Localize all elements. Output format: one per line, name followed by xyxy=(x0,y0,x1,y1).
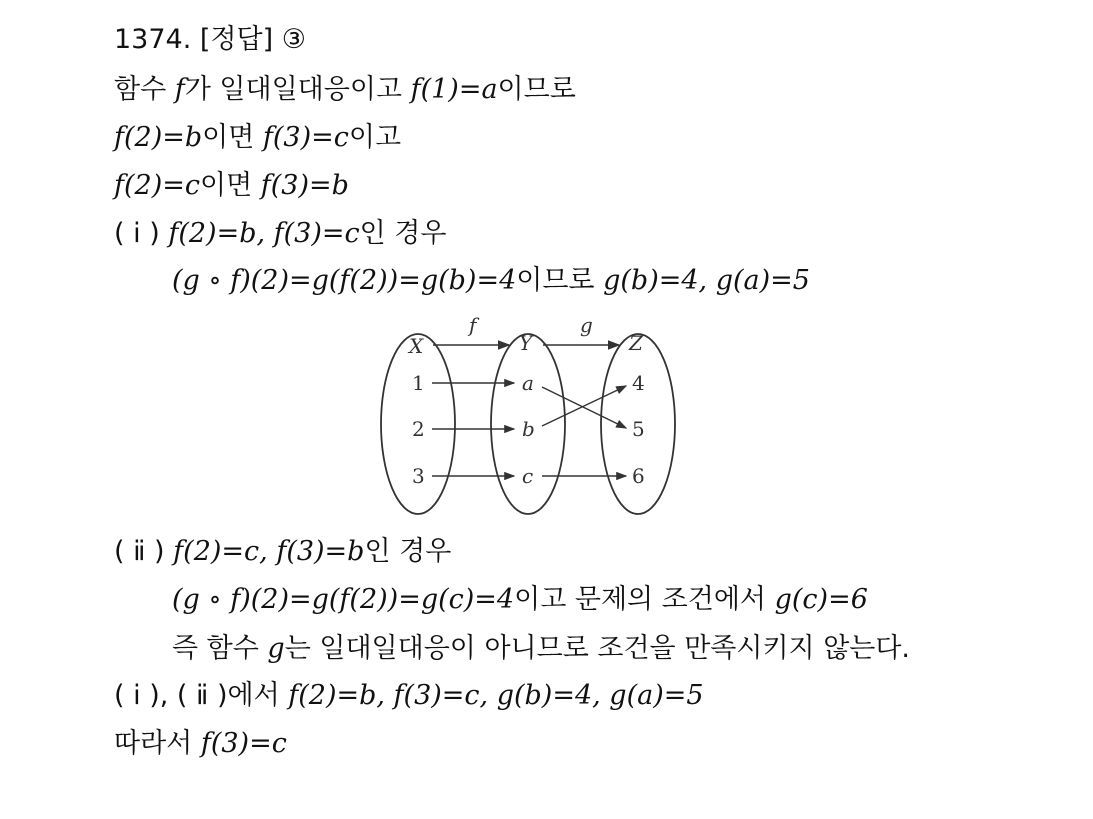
line2-math-2: f(3)=c xyxy=(262,122,349,153)
set-y-label: Y xyxy=(519,331,533,355)
x-element-1: 1 xyxy=(412,371,425,395)
line-condition-2 xyxy=(114,169,349,203)
line-condition-1 xyxy=(114,121,401,155)
conclusion-korean: 따라서 xyxy=(114,728,201,759)
line2-korean-1: 이면 xyxy=(202,122,263,153)
case2-calc-korean: 이고 문제의 조건에서 xyxy=(514,584,775,615)
case-2-note xyxy=(172,632,910,666)
problem-number-text: 1374. [정답] ③ xyxy=(114,24,306,55)
case2-calc-math-1: (g ∘ f)(2)=g(f(2))=g(c)=4 xyxy=(172,584,515,615)
arrow-a-to-5 xyxy=(542,387,626,428)
y-element-c: c xyxy=(522,464,534,488)
summary-line xyxy=(114,679,704,713)
line3-math-2: f(3)=b xyxy=(260,170,349,201)
case2-calc-math-2: g(c)=6 xyxy=(774,584,868,615)
line3-korean-1: 이면 xyxy=(199,170,261,201)
case1-calc-math-2: g(b)=4, g(a)=5 xyxy=(603,265,810,296)
case-2-calculation xyxy=(172,583,868,617)
set-x-label: X xyxy=(409,334,424,358)
line1-math-1: f xyxy=(174,74,185,105)
problem-number xyxy=(114,23,306,57)
set-z-label: Z xyxy=(629,331,643,355)
line1-korean-3: 이므로 xyxy=(497,74,576,105)
case1-calc-math-1: (g ∘ f)(2)=g(f(2))=g(b)=4 xyxy=(172,265,517,296)
z-element-5: 5 xyxy=(632,417,645,441)
case2-label: ( ⅱ ) xyxy=(114,536,174,567)
case-1-heading xyxy=(114,217,446,251)
line1-korean-1: 함수 xyxy=(114,74,175,105)
case-2-heading xyxy=(114,535,451,569)
case2-note-korean-2: 는 일대일대응이 아니므로 조건을 만족시키지 않는다. xyxy=(284,633,911,664)
case2-note-math: g xyxy=(267,633,285,664)
function-f-label: f xyxy=(469,313,477,337)
case1-korean: 인 경우 xyxy=(359,218,447,249)
case1-calc-korean: 이므로 xyxy=(516,265,604,296)
line2-math-1: f(2)=b xyxy=(114,122,203,153)
summary-math: f(2)=b, f(3)=c, g(b)=4, g(a)=5 xyxy=(288,680,704,711)
case-1-calculation xyxy=(172,264,810,298)
mapping-diagram xyxy=(375,312,685,517)
x-element-2: 2 xyxy=(412,417,425,441)
case1-math: f(2)=b, f(3)=c xyxy=(168,218,360,249)
line2-korean-2: 이고 xyxy=(348,122,402,153)
line1-korean-2: 가 일대일대응이고 xyxy=(184,74,411,105)
function-g-label: g xyxy=(580,313,593,337)
conclusion-math: f(3)=c xyxy=(200,728,287,759)
summary-korean: ( ⅰ ), ( ⅱ )에서 xyxy=(114,680,289,711)
y-element-a: a xyxy=(522,371,534,395)
line-function-f xyxy=(114,73,576,107)
case2-math: f(2)=c, f(3)=b xyxy=(173,536,365,567)
case2-korean: 인 경우 xyxy=(364,536,452,567)
arrow-b-to-4 xyxy=(542,386,626,426)
z-element-6: 6 xyxy=(632,464,645,488)
line1-math-2: f(1)=a xyxy=(410,74,498,105)
z-element-4: 4 xyxy=(632,371,645,395)
conclusion-line xyxy=(114,727,287,761)
x-element-3: 3 xyxy=(412,464,425,488)
line3-math-1: f(2)=c xyxy=(114,170,200,201)
case1-label: ( ⅰ ) xyxy=(114,218,169,249)
y-element-b: b xyxy=(522,417,535,441)
case2-note-korean-1: 즉 함수 xyxy=(172,633,268,664)
